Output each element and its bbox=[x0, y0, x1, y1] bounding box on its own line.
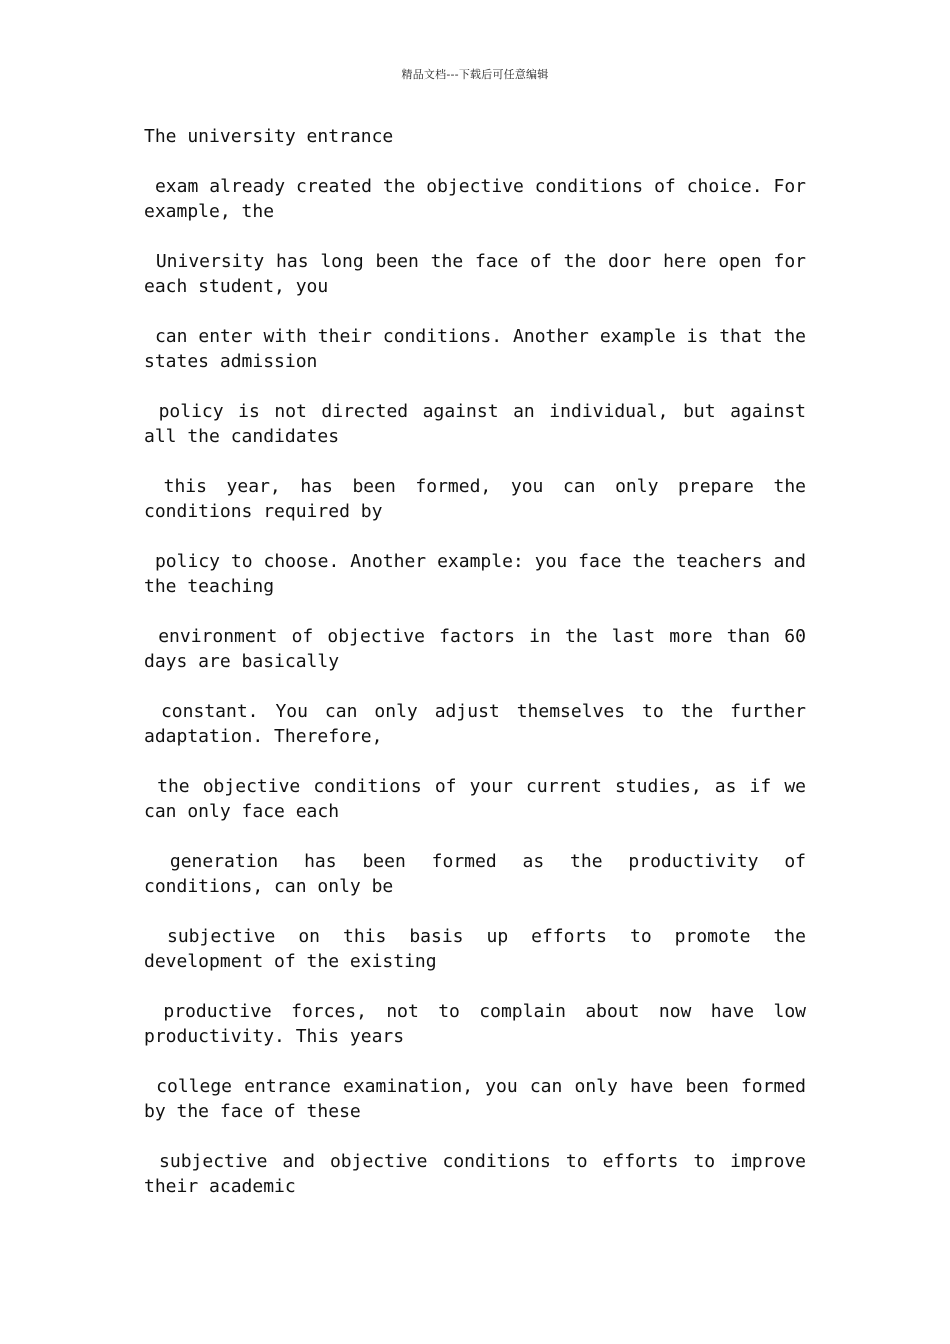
document-body bbox=[144, 124, 817, 1224]
paragraph: University has long been the face of the door here open for each student, you bbox=[144, 251, 817, 297]
paragraph: policy is not directed against an individual, but against all the candidates bbox=[144, 401, 817, 447]
paragraph: generation has been formed as the productivity of conditions, can only be bbox=[144, 851, 817, 897]
paragraph: constant. You can only adjust themselves to the further adaptation. Therefore, bbox=[144, 701, 817, 747]
paragraph: policy to choose. Another example: you face the teachers and the teaching bbox=[144, 551, 817, 597]
page-header: 精品文档---下载后可任意编辑 bbox=[401, 68, 549, 81]
paragraph: subjective on this basis up efforts to promote the development of the existing bbox=[144, 926, 817, 972]
paragraph: college entrance examination, you can only have been formed by the face of these bbox=[144, 1076, 817, 1122]
paragraph: exam already created the objective conditions of choice. For example, the bbox=[144, 176, 817, 222]
paragraph: environment of objective factors in the last more than 60 days are basically bbox=[144, 626, 817, 672]
paragraph: The university entrance bbox=[144, 126, 394, 147]
paragraph: productive forces, not to complain about now have low productivity. This years bbox=[144, 1001, 817, 1047]
paragraph: the objective conditions of your current studies, as if we can only face each bbox=[144, 776, 817, 822]
paragraph: this year, has been formed, you can only prepare the conditions required by bbox=[144, 476, 817, 522]
paragraph: can enter with their conditions. Another example is that the states admission bbox=[144, 326, 817, 372]
paragraph: subjective and objective conditions to efforts to improve their academic bbox=[144, 1151, 817, 1197]
